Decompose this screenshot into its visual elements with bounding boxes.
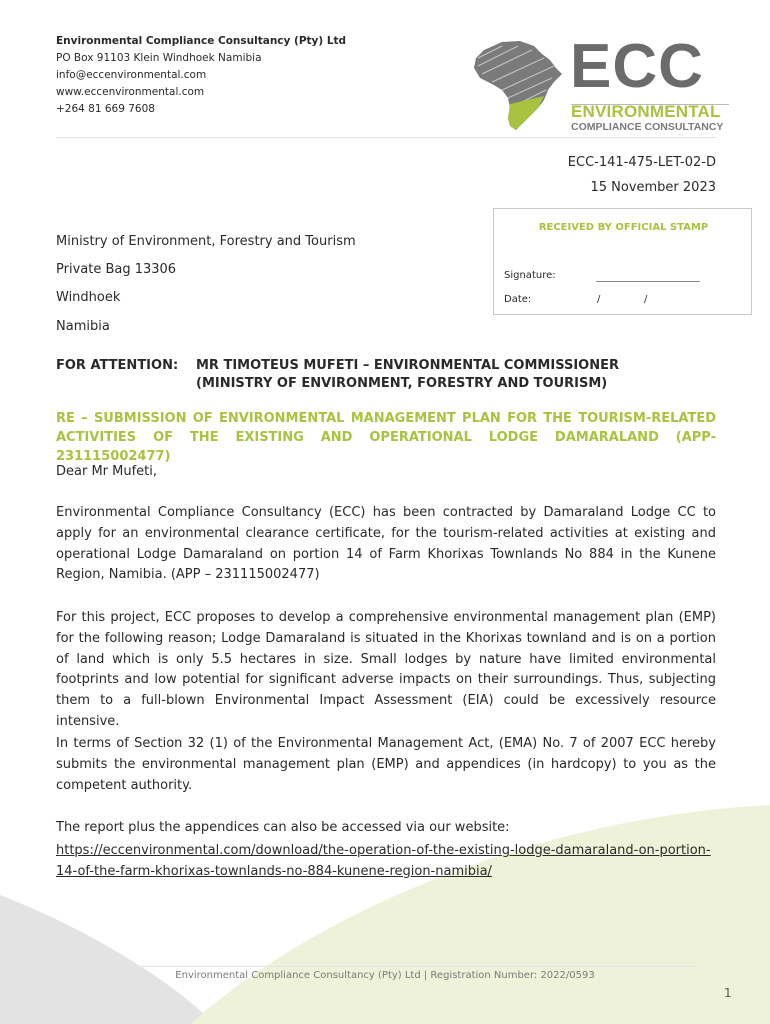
stamp-signature-label: Signature: <box>504 270 556 281</box>
recipient-line: Ministry of Environment, Forestry and Tourism <box>56 234 356 249</box>
salutation: Dear Mr Mufeti, <box>56 464 158 479</box>
subject-line: RE – SUBMISSION OF ENVIRONMENTAL MANAGEMENT PLAN FOR THE TOURISM-RELATED ACTIVITIES OF THE EXISTING AND OPERATIONAL LODGE DAMARALAND (APP-231115002477) <box>56 411 716 464</box>
body-paragraph: In terms of Section 32 (1) of the Environmental Management Act, (EMA) No. 7 of 2007 ECC hereby submits the environmental management plan (EMP) and appendices (in hardcopy) to you as the competent authority. <box>56 736 716 793</box>
stamp-date-slash: / <box>597 294 601 305</box>
letter-date: 15 November 2023 <box>590 180 716 195</box>
company-address: PO Box 91103 Klein Windhoek Namibia <box>56 52 262 64</box>
stamp-signature-line <box>596 281 700 282</box>
footer-divider <box>100 966 698 967</box>
body-paragraph: For this project, ECC proposes to develop a comprehensive environmental management plan (EMP) for the following reason; Lodge Damaraland is situated in the Khorixas townland and is on a portion of land which is only 5.5 hectares in size. Small lodges by nature have limited environmental footprints and low potential for significant adverse impacts on their surroundings. Thus, subjecting them to a full-blown Environmental Impact Assessment (EIA) could be excessively resource intensive. <box>56 610 716 729</box>
logo-acronym: ECC <box>570 32 704 101</box>
stamp-title: RECEIVED BY OFFICIAL STAMP <box>538 222 709 233</box>
africa-map-logo-icon <box>472 38 572 136</box>
body-paragraph: The report plus the appendices can also be accessed via our website: <box>56 820 510 835</box>
letter-reference: ECC-141-475-LET-02-D <box>567 155 716 170</box>
company-details <box>56 33 346 118</box>
report-download-link[interactable]: https://eccenvironmental.com/download/the-operation-of-the-existing-lodge-damaraland-on-portion-14-of-the-farm-khorixas-townlands-no-884-kunene-region-namibia/ <box>56 843 711 879</box>
stamp-date-label: Date: <box>504 294 532 305</box>
company-website: www.eccenvironmental.com <box>56 86 205 98</box>
recipient-line: Namibia <box>56 319 110 334</box>
header-divider <box>56 137 716 138</box>
footer-text: Environmental Compliance Consultancy (Pty) Ltd | Registration Number: 2022/0593 <box>175 970 595 981</box>
attention-label: FOR ATTENTION: <box>56 358 179 373</box>
attention-line2: (MINISTRY OF ENVIRONMENT, FORESTRY AND TOURISM) <box>196 376 608 391</box>
company-name: Environmental Compliance Consultancy (Pty) Ltd <box>56 35 347 47</box>
attention-recipient <box>196 357 619 393</box>
recipient-line: Windhoek <box>56 290 121 305</box>
stamp-date-slash: / <box>644 294 648 305</box>
body-paragraph: Environmental Compliance Consultancy (ECC) has been contracted by Damaraland Lodge CC to apply for an environmental clearance certificate, for the tourism-related activities at existing and operational Lodge Damaraland on portion 14 of Farm Khorixas Townlands No 884 in the Kunene Region, Namibia. (APP – 231115002477) <box>56 505 716 583</box>
recipient-line: Private Bag 13306 <box>56 262 177 277</box>
logo-line1: ENVIRONMENTAL <box>571 102 721 121</box>
page-number: 1 <box>724 986 732 1000</box>
logo-line2: COMPLIANCE CONSULTANCY <box>571 121 724 133</box>
stamp-box <box>493 208 752 315</box>
company-phone: +264 81 669 7608 <box>56 103 155 115</box>
company-email: info@eccenvironmental.com <box>56 69 207 81</box>
attention-line1: MR TIMOTEUS MUFETI – ENVIRONMENTAL COMMISSIONER <box>196 358 619 373</box>
